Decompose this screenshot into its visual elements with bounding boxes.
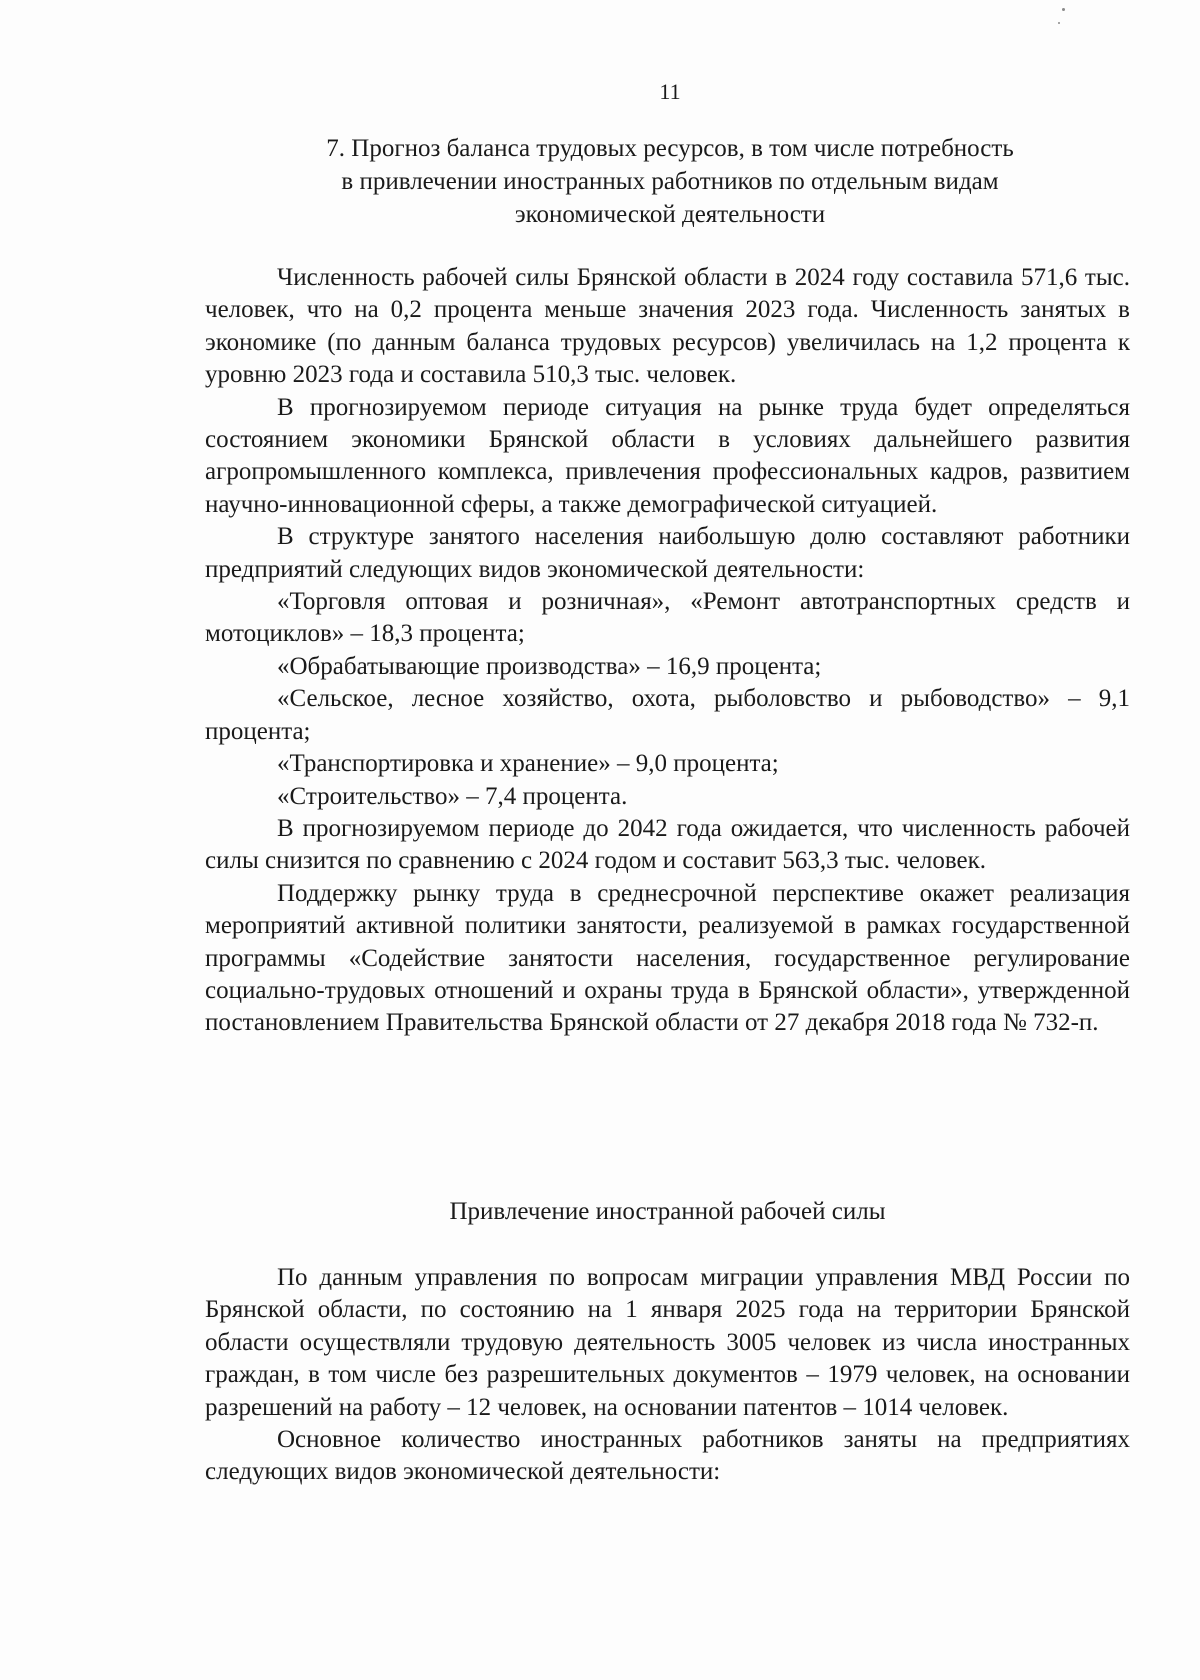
scan-artifact [1058,22,1060,24]
foreign-labor-text-block [205,1262,1130,1489]
paragraph: Численность рабочей силы Брянской области в 2024 году составила 571,6 тыс. человек, что на 0,2 процента меньше значения 2023 года. Численность занятых в экономике (по данным баланса трудовых ресурсов) увеличилась на 1,2 процента к уровню 2023 года и составила 510,3 тыс. человек. [205,264,1130,389]
section-title-line: экономической деятельности [514,201,826,228]
paragraph: В структуре занятого населения наибольшую долю составляют работники предприятий следующих видов экономической деятельности: [205,523,1130,583]
main-text-block [205,262,1130,1040]
section-title [205,132,1135,231]
section-title-line: 7. Прогноз баланса трудовых ресурсов, в том числе потребность [326,135,1014,162]
paragraph: Поддержку рынку труда в среднесрочной перспективе окажет реализация мероприятий активной политики занятости, реализуемой в рамках государственной программы «Содействие занятости населения, государственное регулирование социально-трудовых отношений и охраны труда в Брянской области», утвержденной постановлением Правительства Брянской области от 27 декабря 2018 года № 732-п. [205,879,1130,1037]
list-item-manufacturing: «Обрабатывающие производства» – 16,9 процента; [277,652,822,680]
section-title-line: в привлечении иностранных работников по отдельным видам [341,168,999,195]
paragraph: В прогнозируемом периоде ситуация на рынке труда будет определяться состоянием экономики Брянской области в условиях дальнейшего развития агропромышленного комплекса, привлечения профессиональных кадров, развитием научно-инновационной сферы, а также демографической ситуацией. [205,393,1130,518]
list-item-trade: «Торговля оптовая и розничная», «Ремонт автотранспортных средств и мотоциклов» – 18,3 процента; [205,588,1130,648]
list-item-construction: «Строительство» – 7,4 процента. [277,782,628,810]
page-number: 11 [659,79,681,104]
paragraph: Основное количество иностранных работников заняты на предприятиях следующих видов экономической деятельности: [205,1426,1130,1486]
paragraph: В прогнозируемом периоде до 2042 года ожидается, что численность рабочей силы снизится по сравнению с 2024 годом и составит 563,3 тыс. человек. [205,814,1130,875]
list-item-agriculture: «Сельское, лесное хозяйство, охота, рыболовство и рыбоводство» – 9,1 процента; [205,685,1130,745]
paragraph: По данным управления по вопросам миграции управления МВД России по Брянской области, по состоянию на 1 января 2025 года на территории Брянской области осуществляли трудовую деятельность 3005 человек из числа иностранных граждан, в том числе без разрешительных документов – 1979 человек, на основании разрешений на работу – 12 человек, на основании патентов – 1014 человек. [205,1264,1130,1421]
list-item-transport: «Транспортировка и хранение» – 9,0 процента; [277,750,779,778]
subheading-foreign-labor: Привлечение иностранной рабочей силы [449,1198,886,1225]
scan-artifact [1062,8,1065,11]
